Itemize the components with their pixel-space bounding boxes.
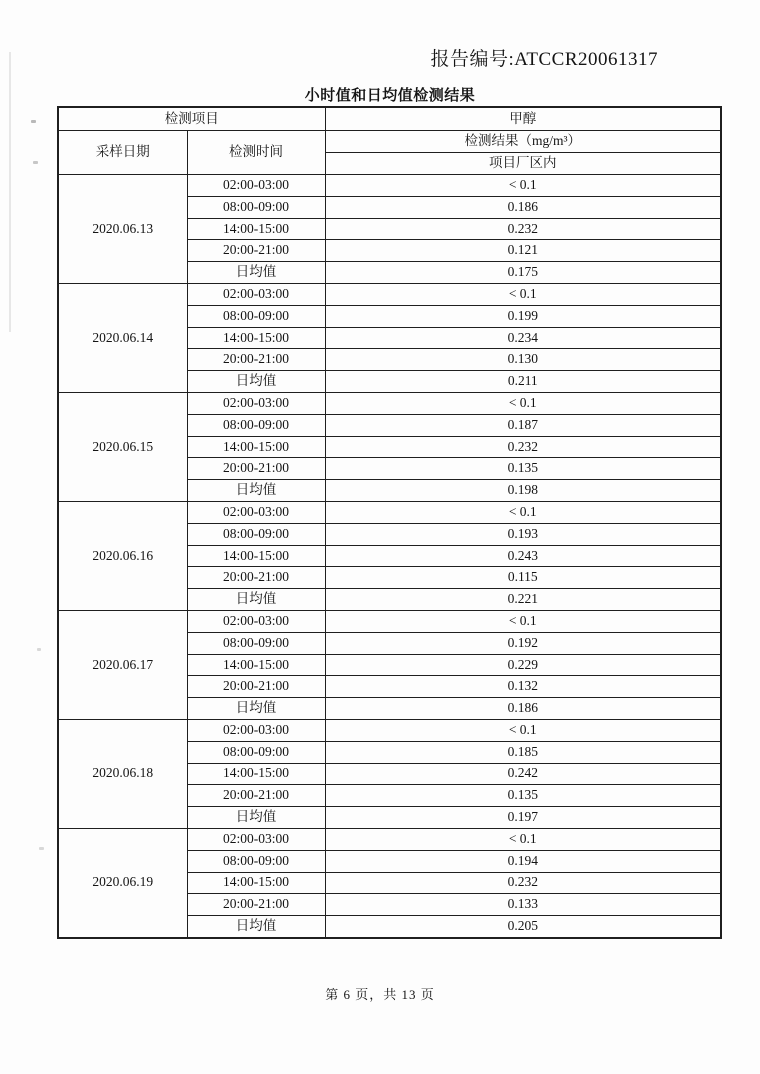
time-cell: 20:00-21:00 <box>187 785 325 807</box>
time-cell: 14:00-15:00 <box>187 436 325 458</box>
results-table <box>57 106 722 939</box>
time-cell: 08:00-09:00 <box>187 196 325 218</box>
result-cell: 0.121 <box>325 240 721 262</box>
results-table-header <box>58 107 721 175</box>
sample-date-cell: 2020.06.17 <box>58 610 187 719</box>
result-cell: < 0.1 <box>325 392 721 414</box>
table-row <box>58 610 721 632</box>
sample-date-cell: 2020.06.18 <box>58 719 187 828</box>
results-table-body <box>58 175 721 938</box>
time-cell: 20:00-21:00 <box>187 240 325 262</box>
result-cell: 0.205 <box>325 916 721 938</box>
result-cell: 0.211 <box>325 371 721 393</box>
time-cell: 20:00-21:00 <box>187 567 325 589</box>
result-cell: < 0.1 <box>325 175 721 197</box>
result-cell: 0.199 <box>325 305 721 327</box>
table-row <box>58 501 721 523</box>
result-cell: 0.197 <box>325 807 721 829</box>
header-date-col: 采样日期 <box>58 131 187 175</box>
table-row <box>58 175 721 197</box>
time-cell: 08:00-09:00 <box>187 523 325 545</box>
time-cell: 08:00-09:00 <box>187 414 325 436</box>
result-cell: 0.198 <box>325 480 721 502</box>
result-cell: < 0.1 <box>325 610 721 632</box>
sample-date-cell: 2020.06.13 <box>58 175 187 284</box>
report-number: 报告编号:ATCCR20061317 <box>430 49 658 70</box>
scan-artifact-speck <box>37 648 41 651</box>
page-title: 小时值和日均值检测结果 <box>304 88 476 104</box>
result-cell: 0.130 <box>325 349 721 371</box>
result-cell: 0.135 <box>325 458 721 480</box>
result-cell: 0.133 <box>325 894 721 916</box>
scan-artifact-speck <box>33 161 38 164</box>
time-cell: 日均值 <box>187 371 325 393</box>
table-row <box>58 719 721 741</box>
time-cell: 08:00-09:00 <box>187 850 325 872</box>
time-cell: 14:00-15:00 <box>187 327 325 349</box>
page-footer: 第 6 页，共 13 页 <box>325 987 435 1002</box>
time-cell: 08:00-09:00 <box>187 741 325 763</box>
header-row-item <box>58 107 721 131</box>
table-row <box>58 392 721 414</box>
time-cell: 20:00-21:00 <box>187 894 325 916</box>
result-cell: < 0.1 <box>325 719 721 741</box>
time-cell: 08:00-09:00 <box>187 632 325 654</box>
sample-date-cell: 2020.06.14 <box>58 283 187 392</box>
time-cell: 日均值 <box>187 262 325 284</box>
time-cell: 日均值 <box>187 807 325 829</box>
header-row-columns <box>58 131 721 153</box>
result-cell: 0.115 <box>325 567 721 589</box>
header-item-value: 甲醇 <box>325 107 721 131</box>
result-cell: 0.221 <box>325 589 721 611</box>
result-cell: 0.242 <box>325 763 721 785</box>
result-cell: 0.186 <box>325 196 721 218</box>
table-row <box>58 283 721 305</box>
time-cell: 14:00-15:00 <box>187 218 325 240</box>
result-cell: 0.232 <box>325 436 721 458</box>
result-cell: 0.243 <box>325 545 721 567</box>
time-cell: 20:00-21:00 <box>187 458 325 480</box>
time-cell: 日均值 <box>187 480 325 502</box>
header-item-label: 检测项目 <box>58 107 325 131</box>
scan-artifact-speck <box>31 120 36 123</box>
result-cell: < 0.1 <box>325 501 721 523</box>
time-cell: 20:00-21:00 <box>187 349 325 371</box>
header-time-col: 检测时间 <box>187 131 325 175</box>
time-cell: 02:00-03:00 <box>187 828 325 850</box>
time-cell: 20:00-21:00 <box>187 676 325 698</box>
time-cell: 08:00-09:00 <box>187 305 325 327</box>
result-cell: 0.194 <box>325 850 721 872</box>
result-cell: 0.175 <box>325 262 721 284</box>
result-cell: 0.229 <box>325 654 721 676</box>
result-cell: 0.232 <box>325 872 721 894</box>
result-cell: 0.185 <box>325 741 721 763</box>
time-cell: 02:00-03:00 <box>187 610 325 632</box>
time-cell: 日均值 <box>187 589 325 611</box>
time-cell: 02:00-03:00 <box>187 501 325 523</box>
scan-artifact-streak <box>9 52 11 332</box>
header-result-col: 检测结果（mg/m³） <box>325 131 721 153</box>
time-cell: 14:00-15:00 <box>187 763 325 785</box>
result-cell: 0.135 <box>325 785 721 807</box>
sample-date-cell: 2020.06.19 <box>58 828 187 937</box>
time-cell: 02:00-03:00 <box>187 392 325 414</box>
time-cell: 日均值 <box>187 916 325 938</box>
time-cell: 02:00-03:00 <box>187 175 325 197</box>
result-cell: 0.186 <box>325 698 721 720</box>
result-cell: 0.187 <box>325 414 721 436</box>
scan-artifact-speck <box>39 847 44 850</box>
result-cell: 0.234 <box>325 327 721 349</box>
time-cell: 14:00-15:00 <box>187 872 325 894</box>
time-cell: 02:00-03:00 <box>187 719 325 741</box>
result-cell: < 0.1 <box>325 283 721 305</box>
time-cell: 02:00-03:00 <box>187 283 325 305</box>
result-cell: 0.193 <box>325 523 721 545</box>
result-cell: 0.132 <box>325 676 721 698</box>
result-cell: < 0.1 <box>325 828 721 850</box>
result-cell: 0.192 <box>325 632 721 654</box>
time-cell: 日均值 <box>187 698 325 720</box>
sample-date-cell: 2020.06.15 <box>58 392 187 501</box>
sample-date-cell: 2020.06.16 <box>58 501 187 610</box>
result-cell: 0.232 <box>325 218 721 240</box>
header-location-cell: 项目厂区内 <box>325 153 721 175</box>
table-row <box>58 828 721 850</box>
time-cell: 14:00-15:00 <box>187 654 325 676</box>
time-cell: 14:00-15:00 <box>187 545 325 567</box>
